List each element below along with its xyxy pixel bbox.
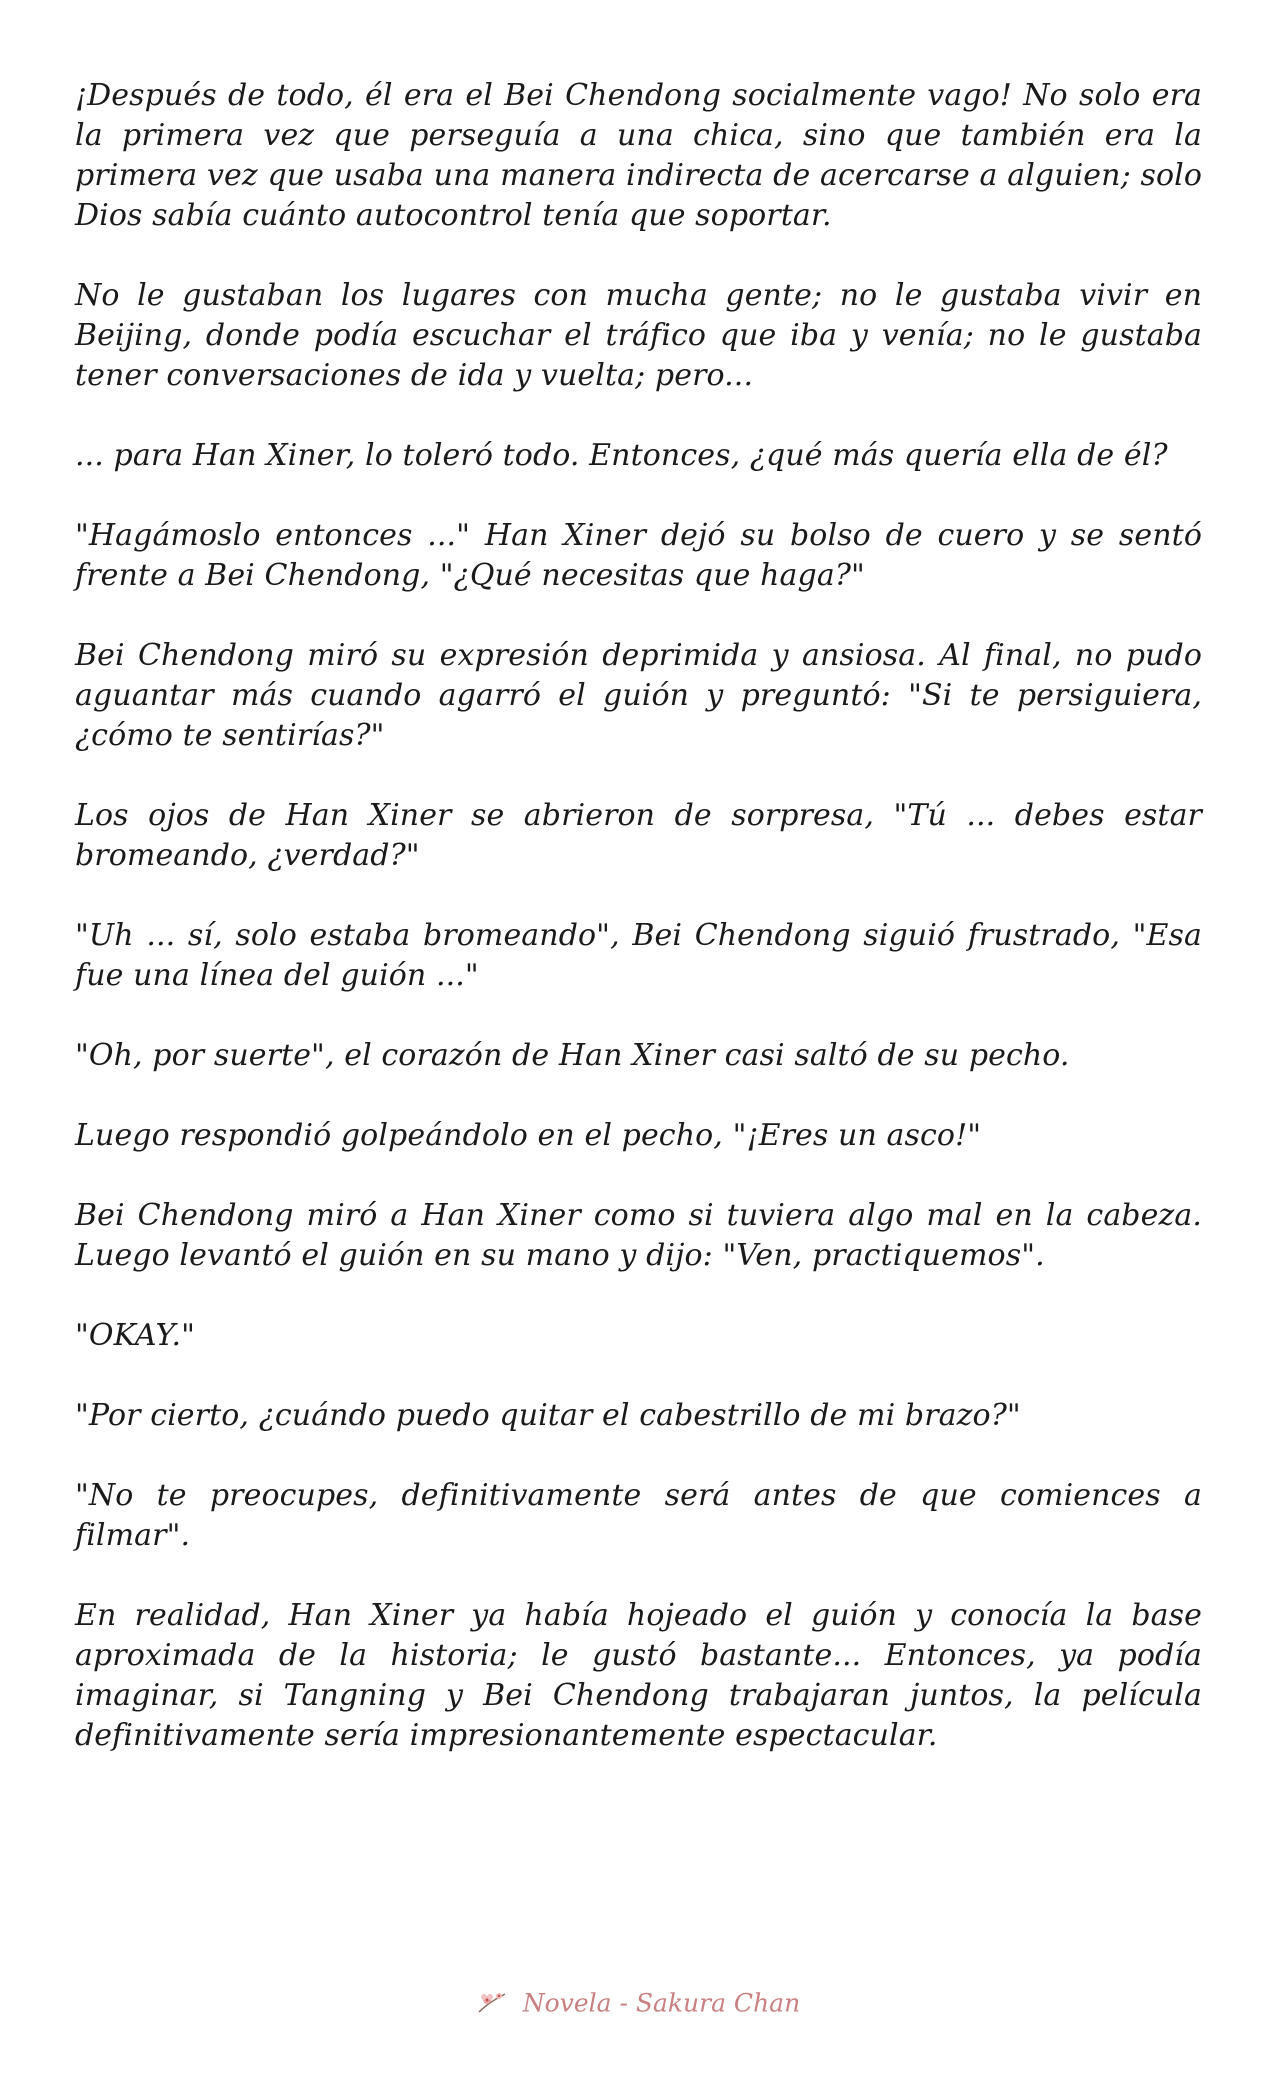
paragraph: ¡Después de todo, él era el Bei Chendong socialmente vago! No solo era la primera vez que perseguía a una chica, sino que también era la primera vez que usaba una manera indirecta de acercarse a alguien; solo Dios sabía cuánto autocontrol tenía que soportar. — [75, 78, 1202, 233]
cherry-blossom-icon — [475, 1988, 509, 2022]
paragraph: Los ojos de Han Xiner se abrieron de sorpresa, "Tú ... debes estar bromeando, ¿verdad?" — [75, 798, 1202, 873]
paragraph: "OKAY." — [75, 1318, 196, 1353]
paragraph: "Hagámoslo entonces ..." Han Xiner dejó su bolso de cuero y se sentó frente a Bei Chendong, "¿Qué necesitas que haga?" — [75, 518, 1202, 593]
paragraph: En realidad, Han Xiner ya había hojeado el guión y conocía la base aproximada de la historia; le gustó bastante... Entonces, ya podía imaginar, si Tangning y Bei Chendong trabajaran juntos, la película definitivamente sería impresionantemente espectacular. — [75, 1598, 1202, 1753]
watermark — [0, 1988, 1275, 2022]
paragraph: No le gustaban los lugares con mucha gente; no le gustaba vivir en Beijing, donde podía escuchar el tráfico que iba y venía; no le gustaba tener conversaciones de ida y vuelta; pero... — [75, 278, 1202, 393]
paragraph: Luego respondió golpeándolo en el pecho, "¡Eres un asco!" — [75, 1118, 982, 1153]
paragraph: "Oh, por suerte", el corazón de Han Xiner casi saltó de su pecho. — [75, 1038, 1070, 1073]
paragraph: "Por cierto, ¿cuándo puedo quitar el cabestrillo de mi brazo?" — [75, 1398, 1021, 1433]
paragraph: "Uh ... sí, solo estaba bromeando", Bei Chendong siguió frustrado, "Esa fue una línea del guión ..." — [75, 918, 1202, 993]
watermark-text: Novela - Sakura Chan — [522, 1988, 801, 2018]
paragraph: Bei Chendong miró a Han Xiner como si tuviera algo mal en la cabeza. Luego levantó el guión en su mano y dijo: "Ven, practiquemos". — [75, 1198, 1202, 1273]
paragraph: "No te preocupes, definitivamente será antes de que comiences a filmar". — [75, 1478, 1202, 1553]
paragraph: ... para Han Xiner, lo toleró todo. Entonces, ¿qué más quería ella de él? — [75, 438, 1168, 473]
chapter-text — [75, 76, 1202, 1796]
paragraph: Bei Chendong miró su expresión deprimida y ansiosa. Al final, no pudo aguantar más cuando agarró el guión y preguntó: "Si te persiguiera, ¿cómo te sentirías?" — [75, 638, 1202, 753]
